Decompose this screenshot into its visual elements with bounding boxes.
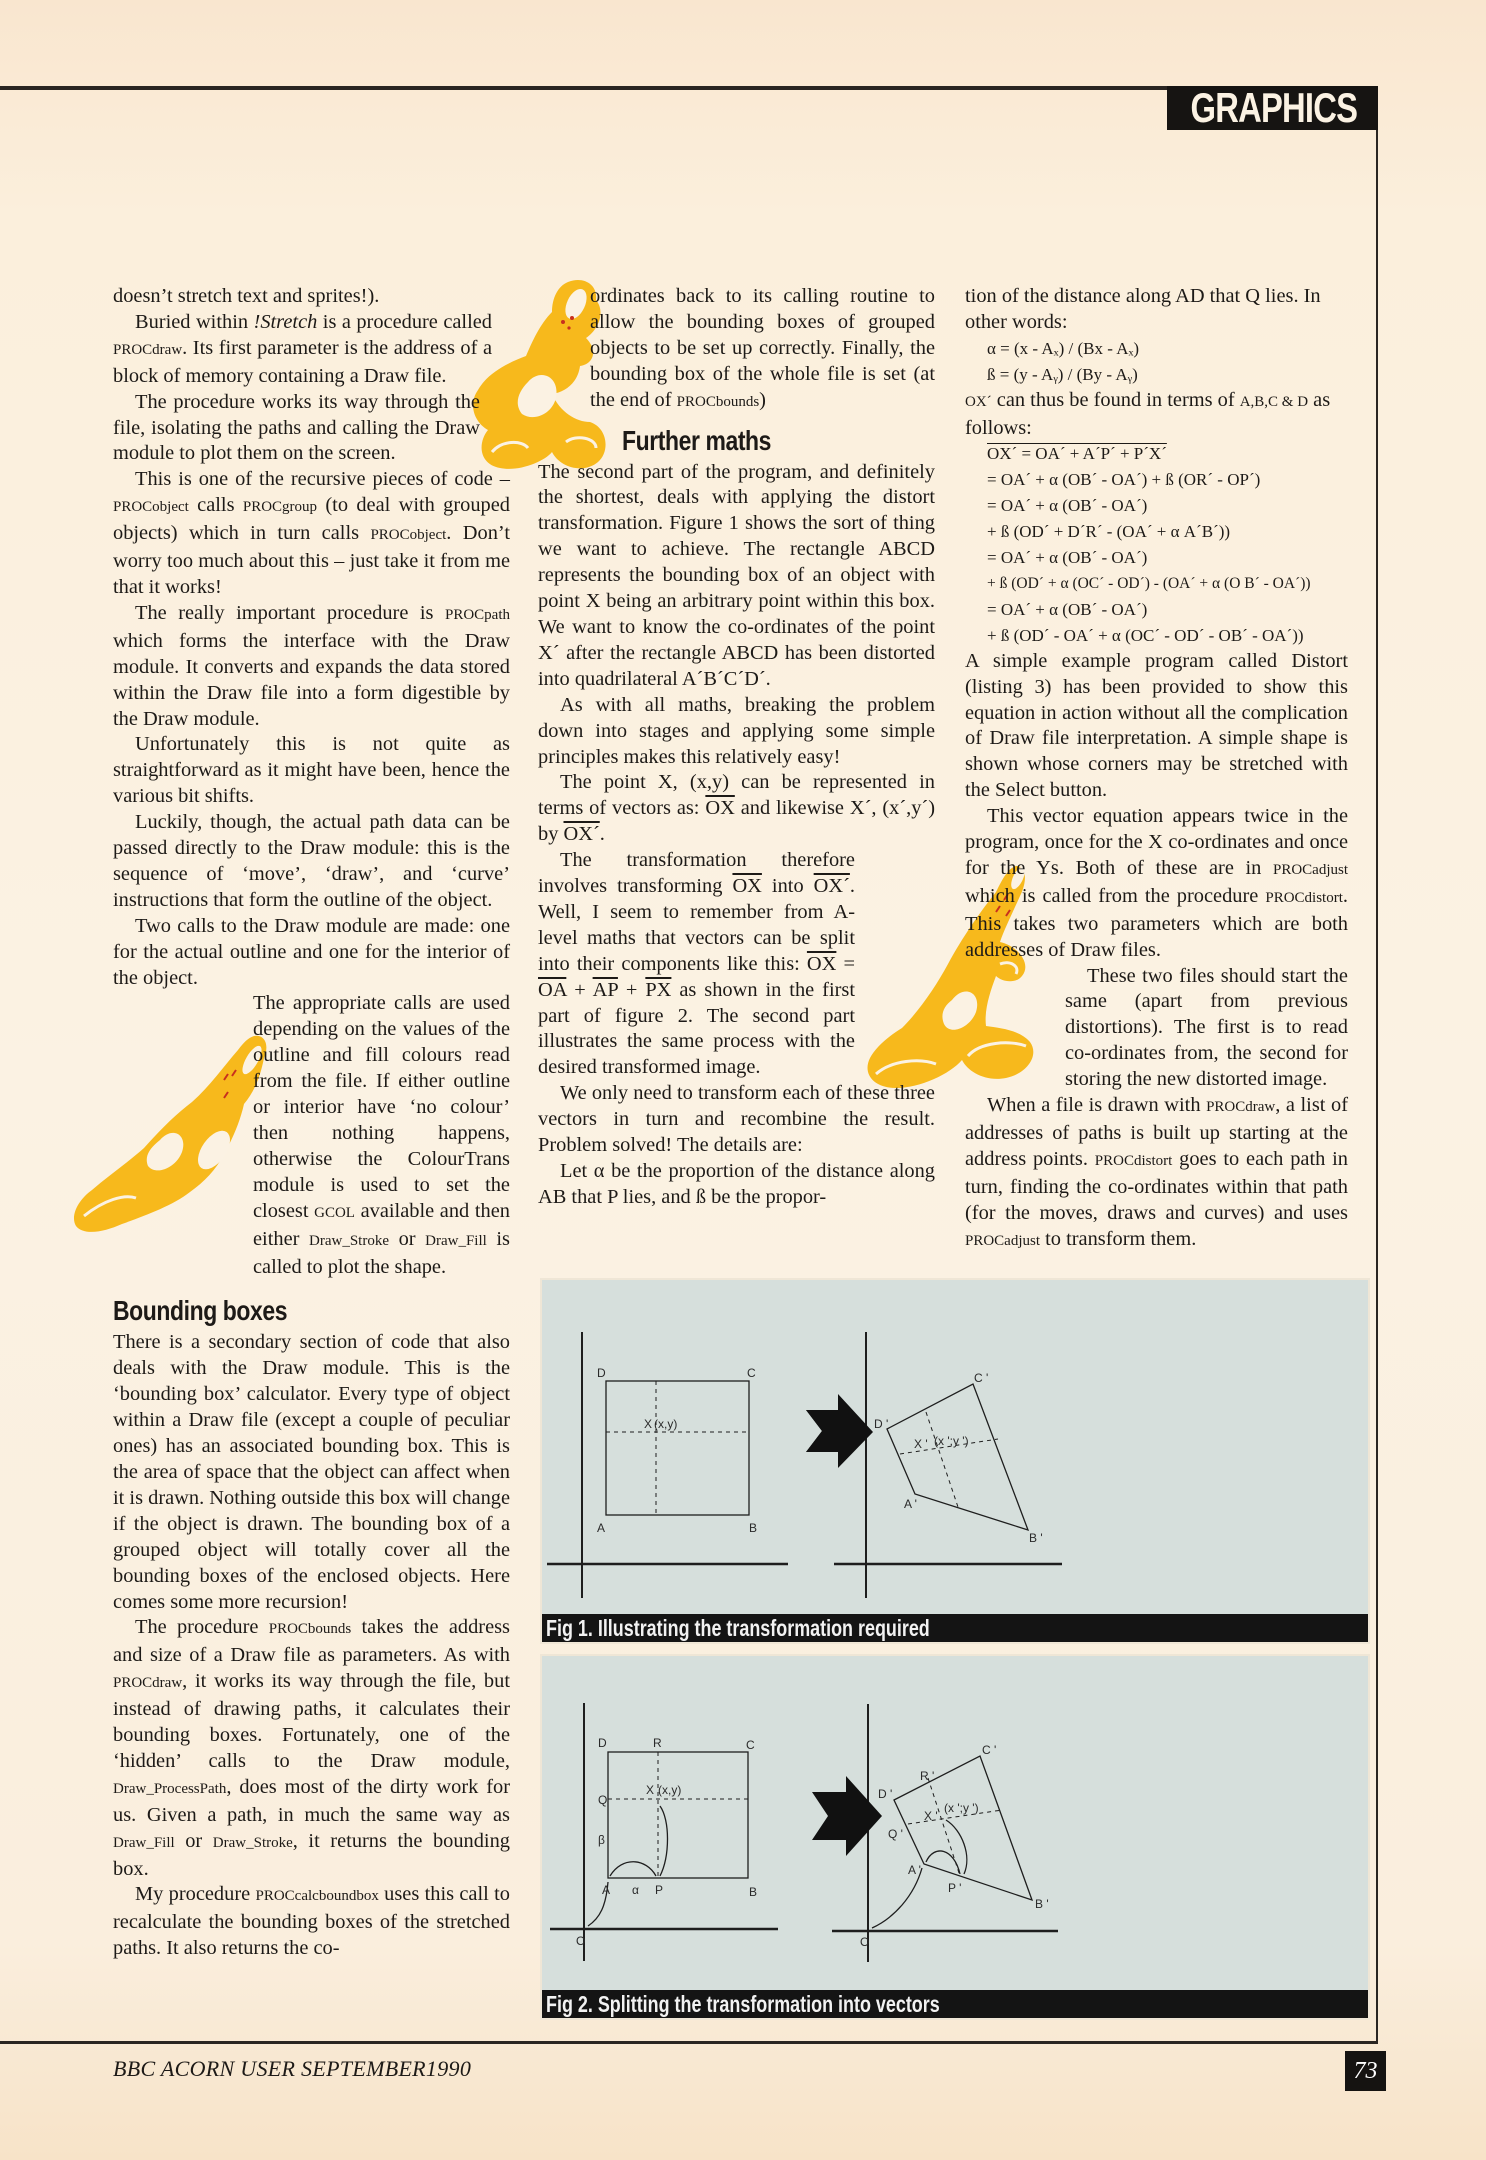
paragraph: The procedure works its way through the file, isolating the paths and calling the Draw module to plot them on the screen. bbox=[113, 390, 480, 465]
page-number: 73 bbox=[1345, 2051, 1386, 2091]
svg-text:X ': X ' bbox=[914, 1437, 928, 1451]
left-column bbox=[113, 284, 510, 1962]
svg-text:R: R bbox=[653, 1736, 662, 1750]
code-term: PROCdistort bbox=[1265, 889, 1343, 906]
code-term: PROCdraw bbox=[1206, 1099, 1276, 1116]
page-border-right bbox=[1376, 130, 1378, 2043]
svg-text:D ': D ' bbox=[878, 1787, 893, 1801]
code-term: Draw_Fill bbox=[425, 1232, 487, 1249]
equation-line: = OA´ + α (OB´ - OA´) bbox=[987, 496, 1148, 516]
svg-text:D: D bbox=[598, 1736, 607, 1750]
svg-text:X: X bbox=[646, 1783, 655, 1797]
figure-1 bbox=[540, 1278, 1370, 1644]
svg-text:B ': B ' bbox=[1029, 1531, 1043, 1545]
vector: $\overline{OX}$ bbox=[806, 952, 837, 975]
svg-text:(x ';y '): (x ';y ') bbox=[934, 1434, 969, 1448]
svg-text:(x,y): (x,y) bbox=[654, 1417, 678, 1431]
svg-text:α: α bbox=[632, 1883, 639, 1897]
svg-text:O: O bbox=[860, 1935, 870, 1949]
paragraph: ordinates back to its calling routine to allow the bounding boxes of grouped objects to be set up correctly. Finally, the bounding box of the whole file is set (at the end of PROCbounds) bbox=[590, 285, 935, 411]
equation-line: = OA´ + α (OB´ - OA´) bbox=[987, 548, 1148, 568]
svg-text:O: O bbox=[576, 1934, 586, 1948]
vector: $\overline{AP}$ bbox=[592, 978, 618, 1001]
arrow-right-icon bbox=[812, 1776, 882, 1856]
middle-column bbox=[538, 284, 935, 1211]
svg-text:(x ';y '): (x ';y ') bbox=[944, 1801, 979, 1815]
code-term: PROCdraw bbox=[113, 341, 183, 358]
paragraph: The point X, (x,y) can be represented in terms of vectors as: $\overline{OX}$ and likewise X´, (x´,y´) by OX´. bbox=[538, 771, 935, 846]
equation-line: + ß (OD´ + D´R´ - (OA´ + α A´B´)) bbox=[987, 522, 1231, 542]
svg-text:A ': A ' bbox=[904, 1497, 917, 1511]
paragraph: The procedure PROCbounds takes the address and size of a Draw file as parameters. As with PROCdraw, it works its way through the file, but instead of drawing paths, it calculates their bounding boxes. Fortunately, one of the ‘hidden’ calls to the Draw module, Draw_ProcessPath, does most of the dirty work for us. Given a path, in much the same way as Draw_Fill or Draw_Stroke, it returns the bounding box. bbox=[113, 1616, 510, 1880]
paragraph: We only need to transform each of these three vectors in turn and recombine the result. Problem solved! The details are: bbox=[538, 1082, 935, 1157]
svg-text:B: B bbox=[749, 1521, 758, 1535]
section-label: GRAPHICS bbox=[1167, 86, 1378, 130]
figure-1-caption: Fig 1. Illustrating the transformation required bbox=[542, 1614, 1368, 1642]
code-term: GCOL bbox=[314, 1204, 355, 1221]
paragraph: A simple example program called Distort (listing 3) has been provided to show this equation in action without all the complication of Draw file interpretation. A simple shape is shown whose corners may be stretched with the Select button. bbox=[965, 649, 1348, 802]
svg-text:R ': R ' bbox=[920, 1769, 935, 1783]
vector: $\overline{PX}$ bbox=[645, 978, 672, 1001]
paragraph: There is a secondary section of code that also deals with the Draw module. This is the ‘bounding box’ calculator. Every type of object within a Draw file (except a couple of peculiar ones) has an associated bounding box. This is the area of space that the object can affect when it is drawn. Nothing outside this box will change if the object is drawn. The bounding box of a grouped object will totally cover all the bounding boxes of the enclosed objects. Here comes some more recursion! bbox=[113, 1331, 511, 1613]
svg-text:D ': D ' bbox=[874, 1417, 889, 1431]
svg-text:β: β bbox=[598, 1833, 605, 1847]
equation-line: + ß (OD´ - OA´ + α (OC´ - OD´ - OB´ - OA´)) bbox=[987, 625, 1304, 645]
vector: OX´ bbox=[813, 875, 850, 898]
svg-text:B ': B ' bbox=[1035, 1897, 1049, 1911]
equation-line: = OA´ + α (OB´ - OA´) bbox=[987, 599, 1148, 619]
paragraph: When a file is drawn with PROCdraw, a list of addresses of paths is built up starting at the address points. PROCdistort goes to each path in turn, finding the co-ordinates within that path (for the moves, draws and curves) and uses PROCadjust to transform them. bbox=[965, 1094, 1348, 1250]
figure-1-diagram bbox=[542, 1280, 1372, 1620]
svg-text:P ': P ' bbox=[948, 1881, 962, 1895]
figure-2 bbox=[540, 1654, 1370, 2020]
paragraph: Unfortunately this is not quite as straightforward as it might have been, hence the various bit shifts. bbox=[113, 733, 510, 808]
vector: $\overline{OA}$ bbox=[538, 978, 567, 1001]
code-term: PROCobject bbox=[370, 527, 447, 544]
code-term: PROCbounds bbox=[268, 1621, 352, 1638]
equation-alpha: α = (x - Aₓ) / (Bx - Aₓ) bbox=[987, 338, 1140, 358]
vector: $\overline{OX}$ bbox=[705, 797, 735, 820]
svg-text:X: X bbox=[644, 1417, 653, 1431]
figure-2-caption: Fig 2. Splitting the transformation into vectors bbox=[542, 1990, 1368, 2018]
paragraph: My procedure PROCcalcboundbox uses this call to recalculate the bounding boxes of the stretched paths. It also returns the co- bbox=[113, 1883, 510, 1960]
paragraph: The transformation therefore involves transforming $\overline{OX}$ into OX´. Well, I seem to remember from A-level maths that vectors can be split into their components like this: $\overline{OX} = \overline{OA} + \overline{AP} + \overline{PX}$ as shown in the first part of figure 2. The second part illustrates the same process with the desired transformed image. bbox=[538, 849, 856, 1079]
svg-text:Q ': Q ' bbox=[888, 1827, 903, 1841]
code-term: Draw_Stroke bbox=[212, 1834, 293, 1851]
equation-beta: ß = (y - Aᵧ) / (By - Aᵧ) bbox=[987, 364, 1138, 384]
paragraph: OX´ can thus be found in terms of A,B,C & D as follows: bbox=[965, 388, 1331, 439]
paragraph bbox=[113, 284, 510, 310]
code-term: PROCdistort bbox=[1094, 1152, 1173, 1169]
code-term: PROCcalcboundbox bbox=[255, 1888, 379, 1905]
svg-text:C ': C ' bbox=[982, 1743, 997, 1757]
svg-text:C ': C ' bbox=[974, 1371, 989, 1385]
paragraph: This vector equation appears twice in the program, once for the X co-ordinates and once for the Ys. Both of these are in PROCadjust which is called from the procedure PROCdistort. This takes two parameters which are both addresses of Draw files. bbox=[965, 805, 1348, 961]
vector-derivation bbox=[965, 441, 1348, 648]
paragraph: Buried within !Stretch is a procedure called PROCdraw. Its first parameter is the address of a block of memory containing a Draw file. bbox=[113, 310, 492, 387]
svg-text:A: A bbox=[597, 1521, 606, 1535]
equation-line: OX´ = OA´ + A´P´ + P´X´ bbox=[987, 444, 1167, 464]
code-term: PROCbounds bbox=[676, 393, 760, 410]
svg-text:D: D bbox=[597, 1366, 606, 1380]
paragraph: The second part of the program, and definitely the shortest, deals with applying the distort transformation. Figure 1 shows the sort of thing we want to achieve. The rectangle ABCD represents the bounding box of an object with point X being an arbitrary point within this box. We want to know the co-ordinates of the point X´ after the rectangle ABCD has been distorted into quadrilateral A´B´C´D´. bbox=[538, 460, 935, 690]
svg-text:C: C bbox=[746, 1738, 755, 1752]
svg-text:B: B bbox=[749, 1885, 758, 1899]
equation-line: + ß (OD´ + α (OC´ - OD´) - (OA´ + α (O B´ - OA´)) bbox=[987, 574, 1311, 592]
footer-rule bbox=[0, 2041, 1378, 2044]
code-term: PROCobject bbox=[113, 499, 189, 516]
code-term: Draw_Stroke bbox=[309, 1232, 389, 1249]
paragraph: As with all maths, breaking the problem down into stages and applying some simple principles makes this relatively easy! bbox=[538, 693, 935, 768]
code-term: PROCadjust bbox=[1272, 861, 1348, 878]
right-column bbox=[965, 284, 1348, 1255]
code-term: PROCpath bbox=[444, 606, 510, 623]
paragraph: This is one of the recursive pieces of code – PROCobject calls PROCgroup (to deal with grouped objects) which in turn calls PROCobject. Don’t worry too much about this – just take it from me that it works! bbox=[113, 468, 511, 598]
paragraph: Luckily, though, the actual path data can be passed directly to the Draw module: this is the sequence of ‘move’, ‘draw’, and ‘curve’ instructions that form the outline of the object. bbox=[113, 811, 510, 911]
publication-footer: BBC ACORN USER SEPTEMBER1990 bbox=[113, 2056, 472, 2081]
code-term: Draw_ProcessPath bbox=[113, 1780, 227, 1797]
figure-2-diagram bbox=[542, 1656, 1372, 1996]
svg-text:X ': X ' bbox=[924, 1809, 938, 1823]
svg-text:(x,y): (x,y) bbox=[658, 1783, 682, 1797]
paragraph: These two files should start the same (apart from previous distortions). The first is to read co-ordinates from, the second for storing the new distorted image. bbox=[1065, 964, 1348, 1091]
app-name: !Stretch bbox=[253, 310, 318, 333]
svg-text:Q: Q bbox=[598, 1793, 608, 1807]
vector: $\overline{OX}$ bbox=[732, 875, 762, 898]
paragraph: The appropriate calls are used depending on the values of the outline and fill colours read from the file. If either outline or interior have ‘no colour’ then nothing happens, otherwise the ColourTrans module is used to set the closest GCOL available and then either Draw_Stroke or Draw_Fill is called to plot the shape. bbox=[253, 992, 510, 1278]
section-heading-bounding-boxes: Bounding boxes bbox=[113, 1295, 288, 1327]
paragraph: Two calls to the Draw module are made: one for the actual outline and one for the interior of the object. bbox=[113, 914, 510, 989]
svg-text:A: A bbox=[602, 1883, 611, 1897]
svg-text:A ': A ' bbox=[908, 1863, 921, 1877]
code-term: PROCgroup bbox=[242, 499, 318, 516]
section-heading-further-maths: Further maths bbox=[622, 424, 772, 456]
paragraph: tion of the distance along AD that Q lies. In other words: bbox=[965, 285, 1321, 333]
code-term: Draw_Fill bbox=[113, 1834, 175, 1851]
vector: OX´ bbox=[563, 823, 600, 846]
paragraph: Let α be the proportion of the distance along AB that P lies, and ß be the propor- bbox=[538, 1160, 935, 1208]
paragraph: The really important procedure is PROCpath which forms the interface with the Draw module. It converts and expands the data stored within the Draw file into a form digestible by the Draw module. bbox=[113, 601, 510, 730]
svg-text:P: P bbox=[655, 1883, 664, 1897]
svg-text:C: C bbox=[747, 1366, 756, 1380]
code-term: PROCdraw bbox=[113, 1675, 183, 1692]
text: doesn’t stretch text and sprites!). bbox=[113, 285, 380, 307]
equation-line: = OA´ + α (OB´ - OA´) + ß (OR´ - OP´) bbox=[987, 470, 1261, 490]
code-term: PROCadjust bbox=[965, 1232, 1041, 1249]
